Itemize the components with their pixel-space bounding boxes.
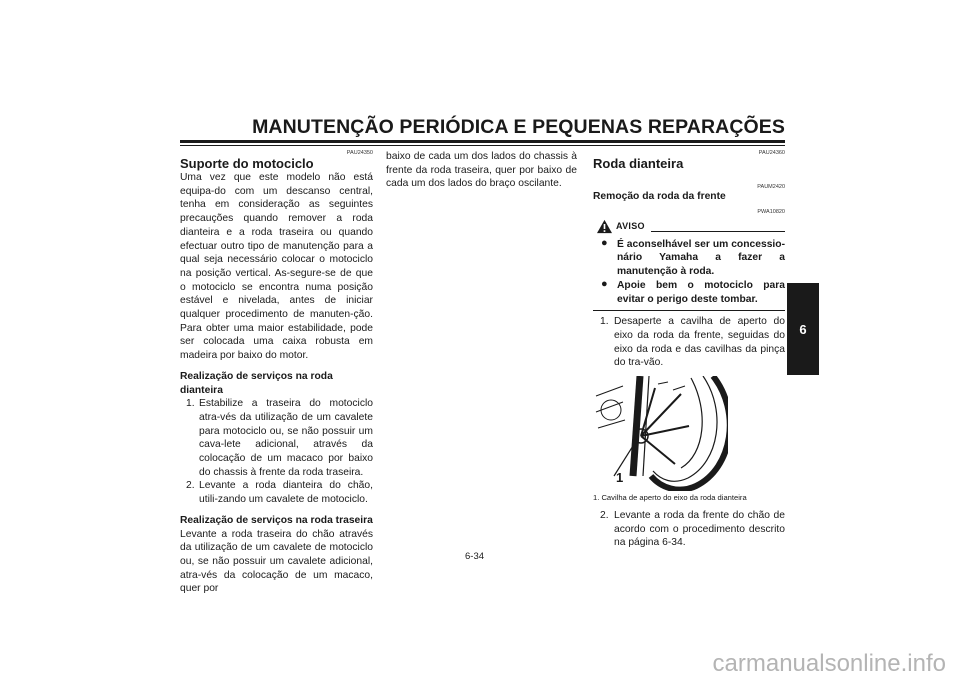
bullet-icon: ● <box>601 236 608 249</box>
warning-box <box>593 235 785 312</box>
list-item <box>593 238 785 279</box>
front-wheel-figure <box>593 376 728 491</box>
warning-text: É aconselhável ser um concessio-nário Yamaha a fazer a manutenção à roda. <box>617 238 785 278</box>
step-number: 2. <box>186 480 195 492</box>
list-item <box>180 479 373 506</box>
warning-rule <box>651 231 785 232</box>
section-code: PAU24350 <box>346 150 373 156</box>
warning-label: AVISO <box>616 220 645 231</box>
removal-steps-list <box>593 315 785 370</box>
page-title: MANUTENÇÃO PERIÓDICA E PEQUENAS REPARAÇÕES <box>252 116 785 138</box>
step-text: Levante a roda da frente do chão de acordo com o procedimento descrito na página 6-34. <box>614 510 785 549</box>
section-heading: Roda dianteira <box>593 156 684 171</box>
chapter-tab: 6 <box>787 283 819 375</box>
list-item <box>593 279 785 306</box>
subsection-heading: Remoção da roda da frente <box>593 191 726 202</box>
continued-paragraph: baixo de cada um dos lados do chassis à frente da roda traseira, quer por baixo de cada um dos lados do braço oscilante. <box>386 151 577 190</box>
step-text: Estabilize a traseira do motociclo atra-vés da utilização de um cavalete para motociclo ou, se não possuir um cava-lete adicional, através da colocação de um macaco por baixo do chassis à frente da roda traseira. <box>199 398 373 478</box>
warning-text: Apoie bem o motociclo para evitar o perigo deste tombar. <box>617 279 785 305</box>
step-number: 1. <box>600 316 609 328</box>
warning-triangle-icon <box>596 219 613 234</box>
rear-paragraph: Levante a roda traseira do chão através da utilização de um cavalete de motociclo ou, se não possuir um cavalete adicional, atra-vés da colocação de um macaco, quer por <box>180 528 373 595</box>
step-number: 1. <box>186 398 195 410</box>
warning-list <box>593 238 785 307</box>
left-column <box>180 150 373 596</box>
section-heading: Suporte do motociclo <box>180 156 314 171</box>
front-wheel-illustration <box>593 376 728 491</box>
figure-callout: 1 <box>616 470 624 486</box>
step-text: Levante a roda dianteira do chão, utili-zando um cavalete de motociclo. <box>199 480 373 506</box>
step-number: 2. <box>600 510 609 522</box>
right-column <box>593 150 785 550</box>
subsection-code: PAUM2420 <box>757 184 785 190</box>
watermark: carmanualsonline.info <box>712 650 946 677</box>
section-code: PAU24360 <box>758 150 785 156</box>
front-steps-list <box>180 397 373 507</box>
list-item <box>180 397 373 479</box>
lift-steps-list <box>593 509 785 550</box>
page-number: 6-34 <box>465 551 485 562</box>
title-rule-thin <box>180 145 785 146</box>
intro-paragraph: Uma vez que este modelo não está equipa-do com um descanso central, tenha em consideração as seguintes precauções quando remover a roda dianteira e a roda traseira ou quando efectuar outro tipo de manutenção para a qual seja necessário colocar o motociclo na posição vertical. As-segure-se de que o motociclo se encontra numa posição estável e nivelada, antes de iniciar qualquer procedimento de manuten-ção. Para obter uma maior estabilidade, pode ser colocada uma caixa robusta em madeira por baixo do motor. <box>180 172 373 362</box>
step-text: Desaperte a cavilha de aperto do eixo da roda da frente, seguidas do eixo da roda e das cavilhas da pinça do tra-vão. <box>614 316 785 369</box>
bullet-icon: ● <box>601 277 608 290</box>
rear-wheel-heading: Realização de serviços na roda traseira <box>180 514 373 526</box>
warning-code: PWA10820 <box>757 208 785 215</box>
title-rule <box>180 140 785 143</box>
warning-header <box>593 219 785 235</box>
front-wheel-heading: Realização de serviços na roda dianteira <box>180 370 333 396</box>
figure-caption: 1. Cavilha de aperto do eixo da roda dianteira <box>593 493 747 503</box>
list-item <box>593 315 785 370</box>
list-item <box>593 509 785 550</box>
middle-column <box>386 150 577 191</box>
